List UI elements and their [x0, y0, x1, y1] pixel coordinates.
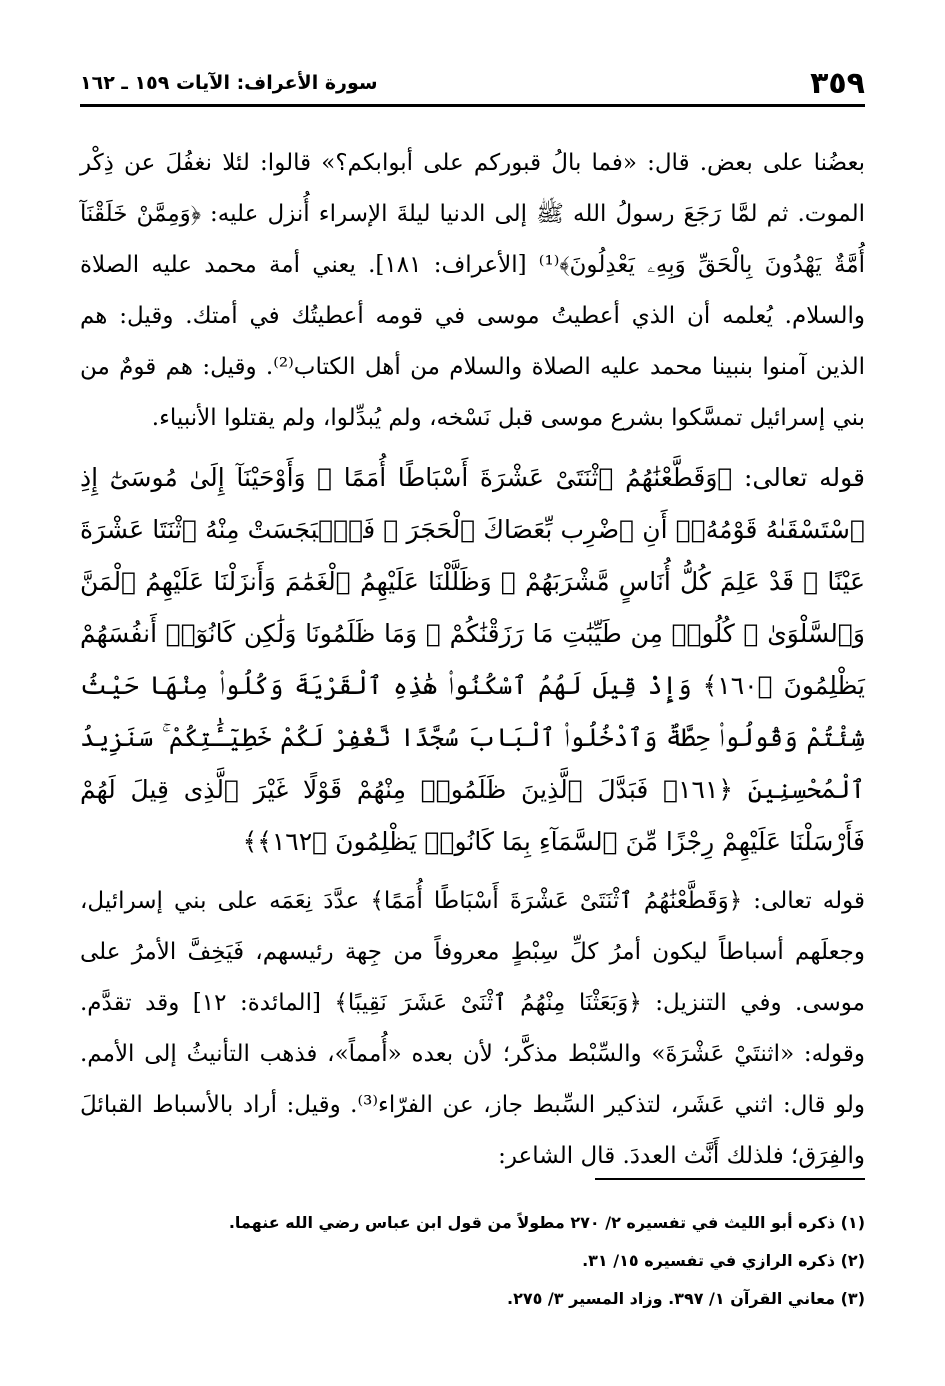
footnotes [80, 1204, 865, 1318]
footnote-divider [595, 1178, 865, 1180]
footnote-1: (١) ذكره أبو الليث في تفسيره ٢/ ٢٧٠ مطولاً من قول ابن عباس رضي الله عنهما. [228, 1213, 865, 1232]
paragraph-intro: بعضُنا على بعض. قال: «فما بالُ قبوركم على أبوابكم؟» قالوا: لئلا نغفُلَ عن ذِكْر الموت. ثم لمَّا رَجَعَ رسولُ الله ﷺ إلى الدنيا ليلةَ الإسراء أُنزل عليه: ﴿وَمِمَّنْ خَلَقْنَآ أُمَّةٌ يَهْدُونَ بِالْحَقِّ وَبِهِۦ يَعْدِلُونَ﴾⁽¹⁾ [الأعراف: ١٨١]. يعني أمة محمد عليه الصلاة والسلام. يُعلمه أن الذي أعطيتُ موسى في قومه أعطيتُك في أمتك. وقيل: هم الذين آمنوا بنبينا محمد عليه الصلاة والسلام من أهل الكتاب⁽²⁾. وقيل: هم قومٌ من بني إسرائيل تمسَّكوا بشرع موسى قبل نَسْخه، ولم يُبدِّلوا، ولم يقتلوا الأنبياء. [80, 150, 866, 431]
footnote-2: (٢) ذكره الرازي في تفسيره ١٥/ ٣١. [582, 1251, 865, 1270]
page-header [80, 62, 865, 106]
footnote-3: (٣) معاني القرآن ١/ ٣٩٧. وزاد المسير ٣/ ٢٧٥. [506, 1289, 865, 1308]
main-text [80, 138, 865, 1182]
running-title: سورة الأعراف: الآيات ١٥٩ ـ ١٦٢ [80, 72, 378, 94]
page-number: ٣٥٩ [810, 66, 865, 101]
paragraph-commentary: قوله تعالى: ﴿وَقَطَّعْنَٰهُمُ ٱثْنَتَىْ عَشْرَةَ أَسْبَاطًا أُمَمًا﴾ عدَّدَ نِعَمَه على بني إسرائيل، وجعلَهم أسباطاً ليكون أمرُ كلِّ سِبْطٍ معروفاً من جِهة رئيسهم، فَيَخِفَّ الأمرُ على موسى. وفي التنزيل: ﴿وَبَعَثْنَا مِنْهُمُ ٱثْنَىْ عَشَرَ نَقِيبًا﴾ [المائدة: ١٢] وقد تقدَّم. وقوله: «اثنتَيْ عَشْرَةَ» والسِّبْط مذكَّر؛ لأن بعده «أُمماً»، فذهب التأنيثُ إلى الأمم. ولو قال: اثني عَشَر، لتذكير السِّبط جاز، عن الفرّاء⁽³⁾. وقيل: أراد بالأسباط القبائلَ والفِرَق؛ فلذلك أَنَّث العددَ. قال الشاعر: [80, 888, 865, 1169]
header-divider [80, 104, 865, 107]
quran-verses-block: قوله تعالى: ﴿وَقَطَّعْنَٰهُمُ ٱثْنَتَىْ عَشْرَةَ أَسْبَاطًا أُمَمًا ۚ وَأَوْحَيْنَآ إِلَىٰ مُوسَىٰٓ إِذِ ٱسْتَسْقَىٰهُ قَوْمُهُۥٓ أَنِ ٱضْرِب بِّعَصَاكَ ٱلْحَجَرَ ۖ فَٱنۢبَجَسَتْ مِنْهُ ٱثْنَتَا عَشْرَةَ عَيْنًا ۖ قَدْ عَلِمَ كُلُّ أُنَاسٍ مَّشْرَبَهُمْ ۚ وَظَلَّلْنَا عَلَيْهِمُ ٱلْغَمَٰمَ وَأَنزَلْنَا عَلَيْهِمُ ٱلْمَنَّ وَٱلسَّلْوَىٰ ۖ كُلُوا۟ مِن طَيِّبَٰتِ مَا رَزَقْنَٰكُمْ ۚ وَمَا ظَلَمُونَا وَلَٰكِن كَانُوٓا۟ أَنفُسَهُمْ يَظْلِمُونَ ﴿١٦٠﴾ وَإِذْ قِيلَ لَهُمُ ٱسْكُنُوا۟ هَٰذِهِ ٱلْقَرْيَةَ وَكُلُوا۟ مِنْهَا حَيْثُ شِئْتُمْ وَقُولُوا۟ حِطَّةٌ وَٱدْخُلُوا۟ ٱلْبَابَ سُجَّدًا نَّغْفِرْ لَكُمْ خَطِيٓـَٰٔتِكُمْ ۚ سَنَزِيدُ ٱلْمُحْسِنِينَ ﴿١٦١﴾ فَبَدَّلَ ٱلَّذِينَ ظَلَمُوا۟ مِنْهُمْ قَوْلًا غَيْرَ ٱلَّذِى قِيلَ لَهُمْ فَأَرْسَلْنَا عَلَيْهِمْ رِجْزًا مِّنَ ٱلسَّمَآءِ بِمَا كَانُوا۟ يَظْلِمُونَ ﴿١٦٢﴾﴾ [80, 463, 865, 856]
